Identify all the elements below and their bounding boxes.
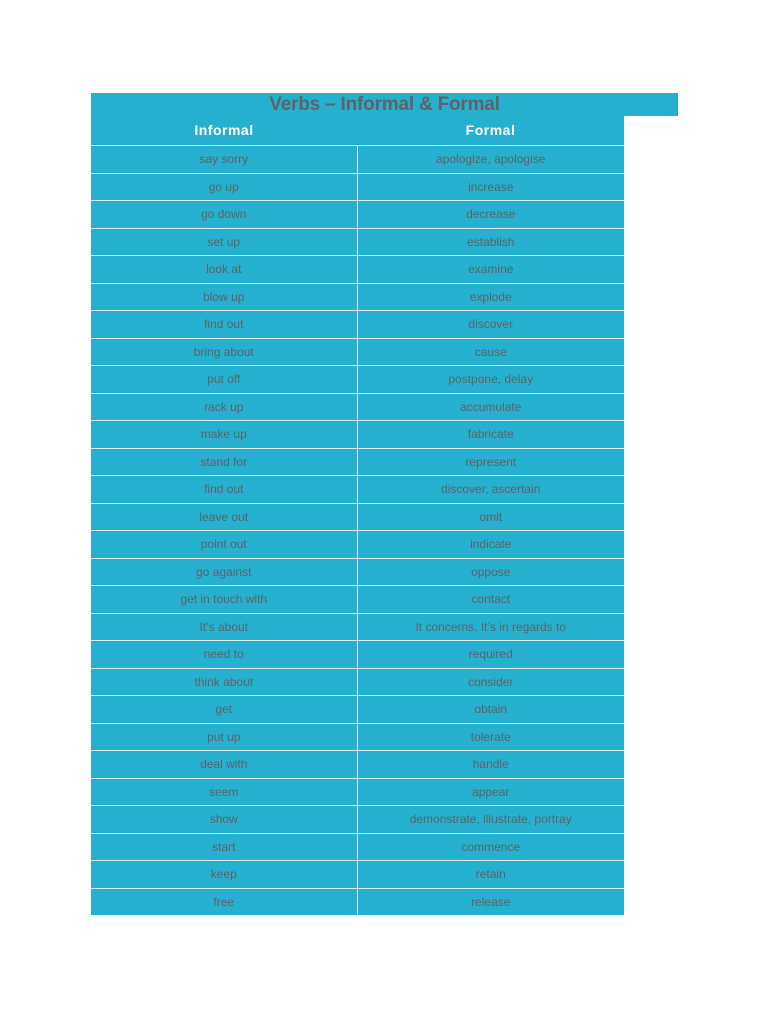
table-row [91,723,624,751]
table-body [91,145,624,915]
table-row [91,860,624,888]
column-header-informal: Informal [194,122,254,138]
formal-cell: indicate [357,531,625,558]
formal-cell: explode [357,284,625,311]
table-row [91,585,624,613]
table-row [91,255,624,283]
table-row [91,613,624,641]
formal-cell: handle [357,751,625,778]
formal-cell: omit [357,504,625,531]
formal-cell: demonstrate, illustrate, portray [357,806,625,833]
table-row [91,888,624,916]
informal-cell: look at [206,262,242,276]
table-row [91,200,624,228]
informal-cell: say sorry [199,152,249,166]
informal-cell: go down [201,207,247,221]
formal-cell: represent [357,449,625,476]
informal-cell: start [212,839,236,854]
informal-cell: blow up [203,289,245,304]
informal-cell: leave out [199,509,249,524]
table-row [91,750,624,778]
formal-cell: decrease [357,201,625,228]
formal-cell: obtain [357,696,625,723]
informal-cell: show [209,812,238,826]
formal-cell: oppose [357,559,625,586]
formal-cell: appear [357,779,625,806]
informal-cell: deal with [200,757,248,771]
table-row [91,503,624,531]
table-row [91,640,624,668]
table-row [91,668,624,696]
table-row [91,530,624,558]
column-header-formal: Formal [465,122,516,138]
informal-cell: stand for [200,454,248,469]
table-header-row [91,116,624,145]
table-row [91,420,624,448]
informal-cell: point out [200,537,247,551]
formal-cell: It concerns, It’s in regards to [357,614,625,641]
informal-cell: It’s about [199,619,248,634]
formal-cell: consider [357,669,625,696]
informal-cell: free [213,894,235,909]
informal-cell: keep [210,867,237,881]
formal-cell: establish [357,229,625,256]
informal-cell: find out [204,482,244,496]
formal-cell: apologize, apologise [357,146,625,173]
formal-cell: accumulate [357,394,625,421]
formal-cell: discover [357,311,625,338]
informal-cell: bring about [193,344,254,359]
formal-cell: discover, ascertain [357,476,625,503]
table-row [91,338,624,366]
formal-cell: postpone, delay [357,366,625,393]
table-row [91,393,624,421]
informal-cell: need to [203,647,244,661]
table-row [91,145,624,173]
table-row [91,173,624,201]
formal-cell: fabricate [357,421,625,448]
table-row [91,778,624,806]
formal-cell: retain [357,861,625,888]
formal-cell: cause [357,339,625,366]
document-title: Verbs – Informal & Formal [269,94,500,115]
verbs-table [91,116,624,915]
formal-cell: increase [357,174,625,201]
informal-cell: get [215,702,233,716]
informal-cell: make up [200,427,247,441]
informal-cell: put off [207,372,241,386]
formal-cell: tolerate [357,724,625,751]
informal-cell: rack up [204,399,244,414]
table-row [91,833,624,861]
table-row [91,805,624,833]
table-row [91,365,624,393]
informal-cell: seem [209,784,239,799]
formal-cell: contact [357,586,625,613]
table-row [91,475,624,503]
table-row [91,283,624,311]
informal-cell: find out [204,317,244,331]
table-row [91,558,624,586]
informal-cell: get in touch with [180,592,268,606]
table-row [91,310,624,338]
informal-cell: set up [207,234,241,249]
formal-cell: release [357,889,625,916]
formal-cell: examine [357,256,625,283]
informal-cell: put up [207,729,241,744]
informal-cell: go against [196,564,252,579]
informal-cell: go up [208,179,239,194]
table-row [91,695,624,723]
table-row [91,228,624,256]
table-row [91,448,624,476]
informal-cell: think about [194,674,254,689]
formal-cell: commence [357,834,625,861]
formal-cell: required [357,641,625,668]
